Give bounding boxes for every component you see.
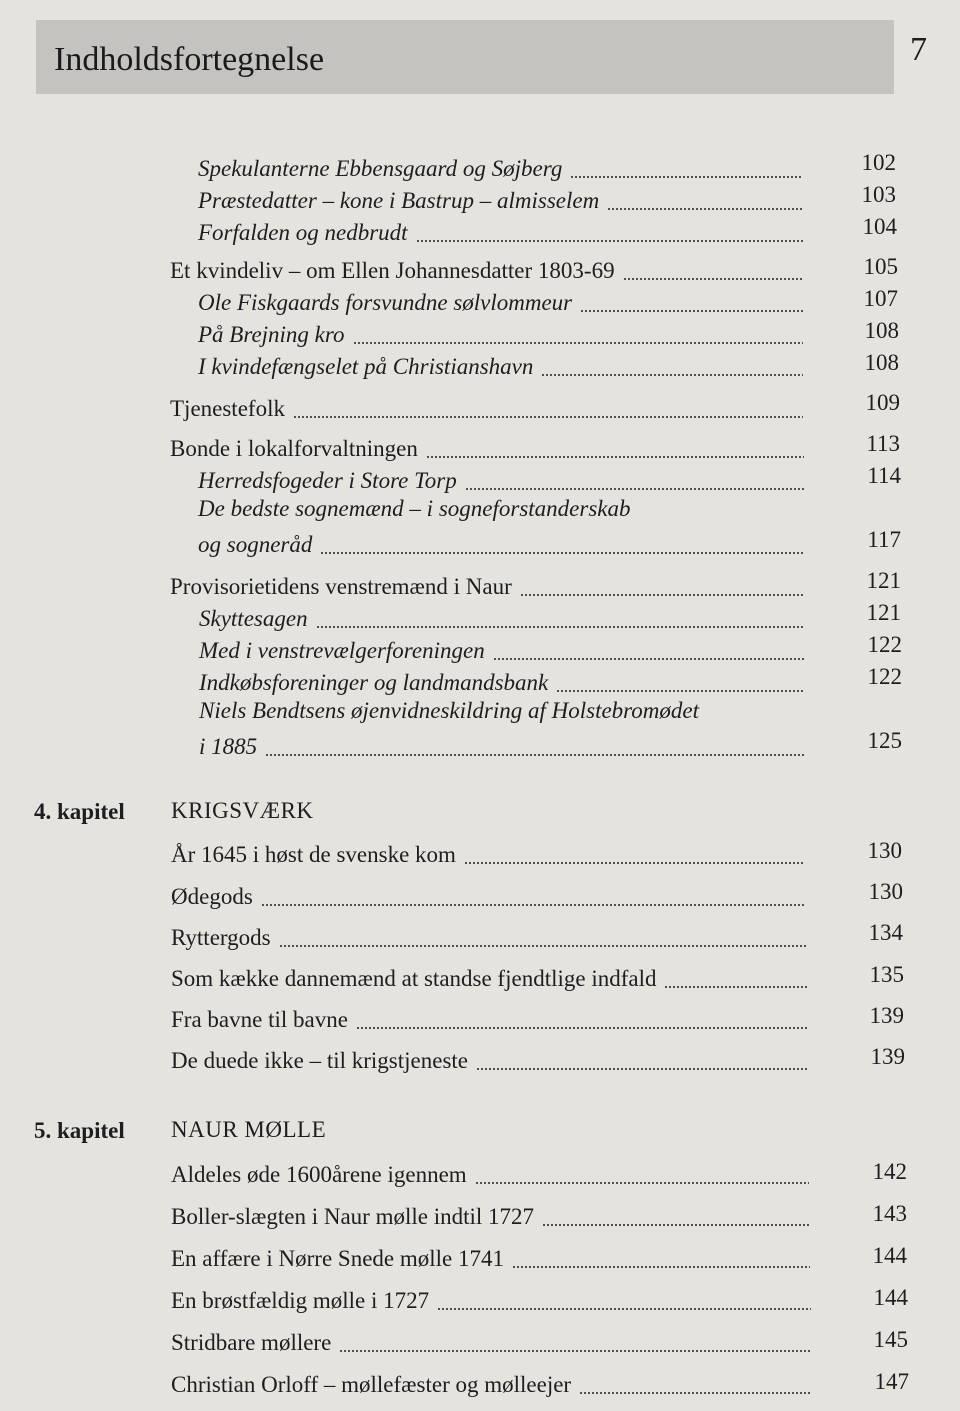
toc-entry	[170, 430, 804, 464]
chapter-label: 5. kapitel	[34, 1118, 125, 1143]
toc-entry-page: 108	[864, 318, 899, 343]
toc-entry-title: År 1645 i høst de svenske kom	[171, 842, 456, 867]
toc-entry-title: Herredsfogeder i Store Torp	[198, 468, 457, 493]
chapter-title: NAUR MØLLE	[171, 1117, 327, 1142]
leader-dots	[623, 278, 803, 280]
toc-entry-page: 117	[867, 527, 901, 552]
leader-dots	[279, 945, 806, 947]
leader-dots	[465, 488, 804, 490]
toc-entry	[170, 252, 803, 286]
toc-entry-page: 113	[866, 431, 900, 456]
toc-entry	[171, 836, 805, 870]
leader-dots	[416, 240, 803, 242]
toc-entry-page: 122	[867, 664, 902, 689]
toc-entry-page: 135	[869, 962, 904, 987]
toc-entry-title: Stridbare møllere	[171, 1330, 332, 1355]
leader-dots	[570, 176, 803, 178]
toc-entry-title: Ødegods	[171, 884, 253, 909]
toc-entry-title: Tjenestefolk	[170, 396, 285, 421]
toc-entry-title: Ole Fiskgaards forsvundne sølvlommeur	[198, 290, 573, 315]
toc-entry-title: Bonde i lokalforvaltningen	[170, 436, 418, 461]
leader-dots	[542, 1224, 810, 1226]
toc-entry	[199, 664, 805, 698]
toc-entry-title: En brøstfældig mølle i 1727	[171, 1288, 430, 1313]
chapter-title: KRIGSVÆRK	[171, 798, 314, 823]
toc-entry	[171, 1324, 811, 1358]
toc-entry	[171, 1240, 810, 1274]
leader-dots	[356, 1027, 807, 1029]
toc-entry-page: 105	[863, 254, 898, 279]
toc-entry	[199, 728, 805, 762]
toc-entry-page: 103	[861, 182, 896, 207]
leader-dots	[265, 754, 805, 756]
toc-entry-title: og sogneråd	[198, 532, 313, 557]
toc-entry-title: Christian Orloff – møllefæster og mølleejer	[171, 1372, 572, 1397]
page-number: 7	[910, 31, 927, 68]
leader-dots	[316, 626, 804, 628]
toc-entry-page: 139	[870, 1044, 905, 1069]
toc-entry-page: 145	[873, 1327, 908, 1352]
toc-entry-title: På Brejning kro	[198, 322, 345, 347]
toc-entry-page: 109	[865, 390, 900, 415]
toc-entry-title: En affære i Nørre Snede mølle 1741	[171, 1246, 504, 1271]
leader-dots	[580, 310, 803, 312]
leader-dots	[476, 1068, 808, 1070]
leader-dots	[607, 208, 803, 210]
leader-dots	[426, 456, 804, 458]
page-title: Indholdsfortegnelse	[54, 41, 325, 78]
leader-dots	[339, 1350, 811, 1352]
toc-entry-page: 139	[869, 1003, 904, 1028]
leader-dots	[464, 862, 805, 864]
leader-dots	[520, 594, 804, 596]
toc-entry-page: 134	[868, 920, 903, 945]
toc-entry	[198, 150, 803, 184]
toc-entry-page: 147	[874, 1369, 909, 1394]
toc-entry-title: Ryttergods	[171, 925, 271, 950]
leader-dots	[541, 374, 803, 376]
toc-entry	[198, 316, 803, 350]
toc-entry-page: 125	[867, 728, 902, 753]
toc-entry-title-line1: De bedste sognemænd – i sogneforstanderskab	[198, 496, 631, 521]
leader-dots	[353, 342, 804, 344]
toc-entry-title: i 1885	[199, 734, 258, 759]
toc-entry	[171, 1282, 811, 1316]
toc-entry	[171, 1366, 812, 1400]
toc-entry-title-line1: Niels Bendtsens øjenvidneskildring af Holstebromødet	[199, 698, 699, 723]
toc-entry	[171, 878, 806, 912]
toc-entry-page: 144	[872, 1243, 907, 1268]
toc-entry	[171, 919, 806, 953]
toc-entry	[198, 348, 803, 382]
toc-entry	[198, 462, 804, 496]
toc-entry-page: 104	[862, 214, 897, 239]
toc-entry	[171, 1198, 810, 1232]
leader-dots	[320, 552, 804, 554]
toc-entry	[171, 1042, 808, 1076]
leader-dots	[293, 416, 803, 418]
leader-dots	[512, 1266, 810, 1268]
toc-entry-title: Provisorietidens venstremænd i Naur	[170, 574, 512, 599]
toc-entry-page: 143	[872, 1201, 907, 1226]
toc-entry	[171, 960, 807, 994]
toc-entry	[198, 214, 803, 248]
toc-entry-title: Aldeles øde 1600årene igennem	[171, 1162, 467, 1187]
leader-dots	[579, 1392, 812, 1394]
toc-entry-title: Forfalden og nedbrudt	[198, 220, 408, 245]
toc-entry-page: 144	[873, 1285, 908, 1310]
toc-entry-page: 121	[866, 600, 901, 625]
leader-dots	[437, 1308, 811, 1310]
toc-entry-title: Skyttesagen	[199, 606, 308, 631]
toc-entry-title: Boller-slægten i Naur mølle indtil 1727	[171, 1204, 535, 1229]
toc-entry-page: 130	[868, 879, 903, 904]
toc-entry	[198, 526, 804, 560]
leader-dots	[475, 1182, 809, 1184]
toc-entry	[171, 1156, 809, 1190]
toc-entry	[170, 390, 803, 424]
toc-entry	[171, 1001, 807, 1035]
toc-entry-title: Et kvindeliv – om Ellen Johannesdatter 1803-69	[170, 258, 615, 283]
toc-entry-page: 121	[866, 568, 901, 593]
toc-entry-title: Med i venstrevælgerforeningen	[199, 638, 485, 663]
leader-dots	[493, 658, 805, 660]
toc-entry-page: 130	[867, 838, 902, 863]
toc-entry-title: Som kække dannemænd at standse fjendtlige indfald	[171, 966, 657, 991]
toc-entry-page: 142	[872, 1159, 907, 1184]
toc-entry-page: 108	[864, 350, 899, 375]
toc-entry-title: Præstedatter – kone i Bastrup – almisselem	[198, 188, 600, 213]
toc-entry-page: 107	[863, 286, 898, 311]
toc-entry	[170, 568, 804, 602]
toc-entry	[198, 284, 803, 318]
toc-entry-page: 122	[867, 632, 902, 657]
toc-entry-title: Spekulanterne Ebbensgaard og Søjberg	[198, 156, 563, 181]
toc-entry	[198, 182, 803, 216]
toc-entry-title: I kvindefængselet på Christianshavn	[198, 354, 534, 379]
toc-entry-title: De duede ikke – til krigstjeneste	[171, 1048, 469, 1073]
leader-dots	[261, 904, 806, 906]
toc-entry-title: Fra bavne til bavne	[171, 1007, 348, 1032]
leader-dots	[664, 986, 807, 988]
toc-entry	[199, 600, 804, 634]
leader-dots	[556, 690, 805, 692]
chapter-label: 4. kapitel	[34, 799, 125, 824]
toc-entry-title: Indkøbsforeninger og landmandsbank	[199, 670, 549, 695]
toc-entry-page: 102	[861, 150, 896, 175]
toc-entry-page: 114	[867, 463, 901, 488]
toc-entry	[199, 632, 805, 666]
